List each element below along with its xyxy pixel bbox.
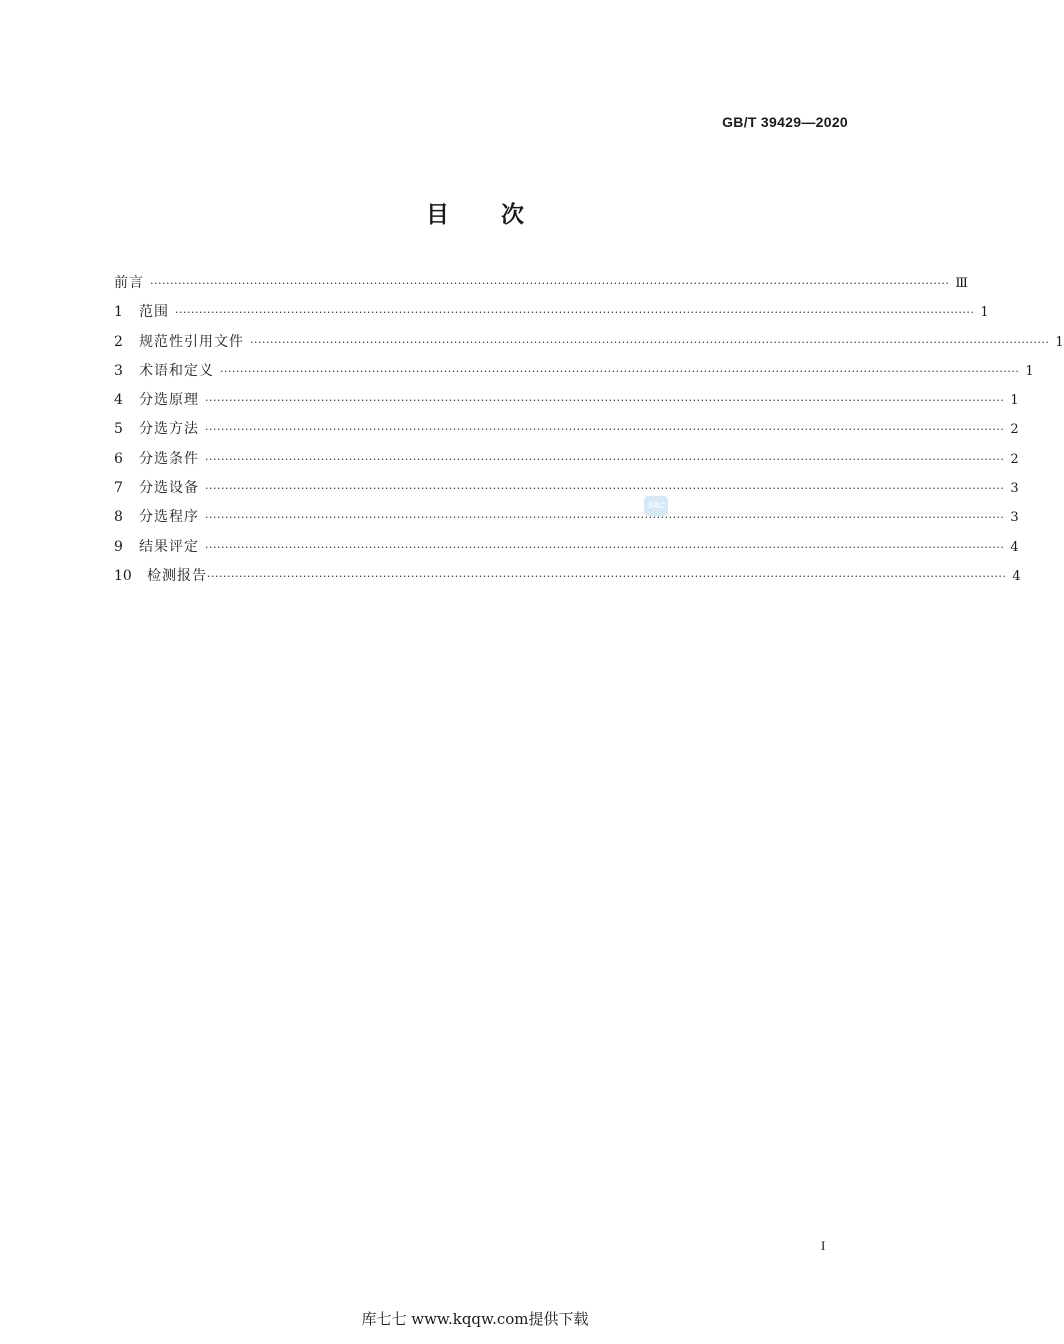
toc-leader-dots: ········································································································································································································ xyxy=(175,306,975,320)
toc-entry-number: 4 xyxy=(114,392,123,409)
toc-entry-number: 2 xyxy=(114,333,123,350)
toc-entry-page: 1 xyxy=(1010,393,1019,409)
toc-entry-page: Ⅲ xyxy=(955,276,968,291)
toc-entry-title: 分选程序 xyxy=(139,509,199,526)
toc-entry-title: 结果评定 xyxy=(139,538,199,555)
toc-entry-number: 9 xyxy=(114,538,123,555)
toc-leader-dots: ········································································································································································································ xyxy=(150,277,950,290)
title-char-2: 次 xyxy=(501,202,524,228)
toc-entry-page: 1 xyxy=(980,305,989,321)
toc-entry-page: 2 xyxy=(1010,451,1019,467)
toc-entry-page: 1 xyxy=(1025,363,1034,379)
page-title xyxy=(0,196,950,229)
toc-entry-2[interactable] xyxy=(114,331,1064,360)
toc-entry-title: 分选设备 xyxy=(139,480,199,497)
toc-entry-6[interactable] xyxy=(114,448,1019,477)
toc-entry-page: 3 xyxy=(1010,481,1019,497)
page-number: I xyxy=(821,1238,826,1253)
toc-entry-3[interactable] xyxy=(114,360,1034,389)
toc-entry-title: 术语和定义 xyxy=(139,362,214,379)
toc-entry-number: 5 xyxy=(114,421,123,438)
toc-entry-number: 10 xyxy=(114,567,132,584)
title-char-1: 目 xyxy=(426,202,449,228)
toc-entry-title: 分选方法 xyxy=(139,421,199,438)
toc-entry-page: 4 xyxy=(1010,539,1019,555)
toc-entry-title: 前言 xyxy=(114,275,144,291)
toc-leader-dots: ········································································································································································································ xyxy=(205,423,1005,437)
toc-entry-8[interactable] xyxy=(114,506,1019,535)
toc-entry-number: 3 xyxy=(114,362,123,379)
toc-entry-page: 3 xyxy=(1010,510,1019,526)
toc-leader-dots: ········································································································································································································ xyxy=(205,482,1005,496)
toc-leader-dots: ········································································································································································································ xyxy=(205,540,1005,554)
toc-leader-dots: ········································································································································································································ xyxy=(205,511,1005,525)
toc-entry-title: 分选条件 xyxy=(139,450,199,467)
toc-entry-title: 分选原理 xyxy=(139,392,199,409)
toc-entry-page: 4 xyxy=(1012,568,1021,584)
toc-entry-9[interactable] xyxy=(114,536,1019,565)
footer-download-note: 库七七 www.kqqw.com提供下载 xyxy=(361,1310,589,1328)
toc-entry-number: 6 xyxy=(114,450,123,467)
toc-leader-dots: ········································································································································································································ xyxy=(207,569,1007,583)
toc-entry-number: 1 xyxy=(114,304,123,321)
toc-leader-dots: ········································································································································································································ xyxy=(205,452,1005,466)
toc-entry-7[interactable] xyxy=(114,477,1019,506)
toc-entry-page: 2 xyxy=(1010,422,1019,438)
toc-entry-foreword[interactable] xyxy=(114,272,968,301)
toc-entry-10[interactable] xyxy=(114,565,1021,594)
toc-entry-title: 范围 xyxy=(139,304,169,321)
toc-entry-4[interactable] xyxy=(114,389,1019,418)
toc-entry-number: 8 xyxy=(114,509,123,526)
table-of-contents xyxy=(114,272,1064,594)
toc-leader-dots: ········································································································································································································ xyxy=(250,335,1050,349)
toc-entry-title: 检测报告 xyxy=(147,567,207,584)
toc-entry-title: 规范性引用文件 xyxy=(139,333,244,350)
sac-watermark-logo: SAC xyxy=(644,496,668,516)
toc-entry-1[interactable] xyxy=(114,301,989,330)
standard-code: GB/T 39429—2020 xyxy=(722,114,848,130)
toc-entry-page: 1 xyxy=(1055,334,1064,350)
toc-entry-number: 7 xyxy=(114,480,123,497)
toc-leader-dots: ········································································································································································································ xyxy=(220,364,1020,378)
toc-entry-5[interactable] xyxy=(114,418,1019,447)
toc-leader-dots: ········································································································································································································ xyxy=(205,394,1005,408)
